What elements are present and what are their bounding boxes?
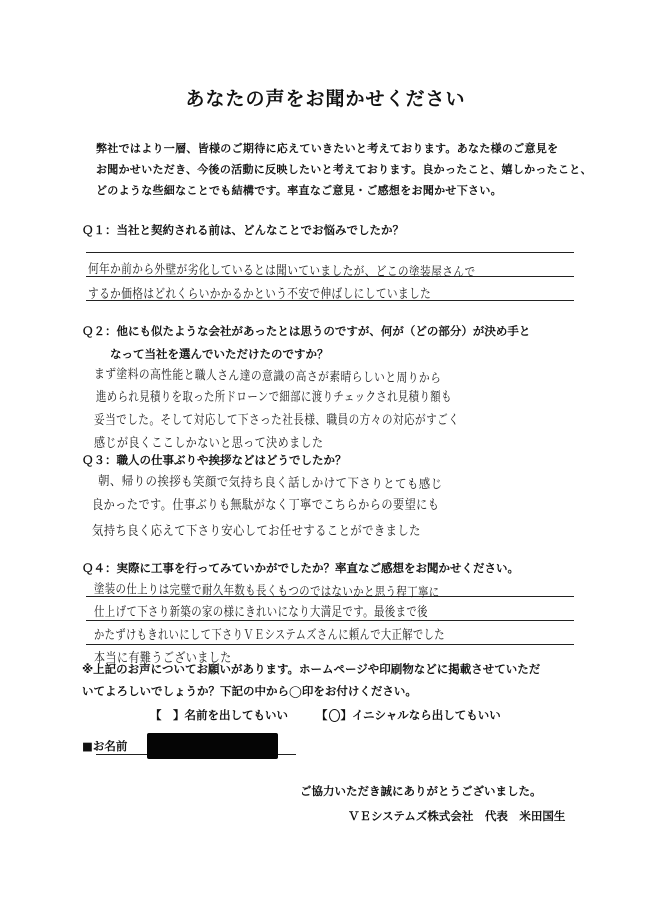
q1-answer-line-2: するか価格はどれくらいかかるかという不安で伸ばしにしていました [88, 287, 432, 302]
q3-answer-line-1: 朝、帰りの挨拶も笑顔で気持ち良く話しかけて下さりとても感じ [97, 474, 443, 493]
q2-answer-line-3: 妥当でした。そして対応して下さった社長様、職員の方々の対応がすごく [94, 413, 460, 428]
q4-answer-line-2: 仕上げて下さり新築の家の様にきれいになり大満足です。最後まで後 [94, 605, 428, 620]
q4-question: Ｑ４：実際に工事を行ってみていかがでしたか？率直なご感想をお聞かせください。 [82, 561, 519, 575]
request-line-1: ※上記のお声についてお願いがあります。ホームページや印刷物などに掲載させていただ [82, 662, 541, 676]
q1-answer-line-1: 何年か前から外壁が劣化しているとは聞いていましたが、どこの塗装屋さんで [87, 262, 476, 281]
q2-answer-line-2: 進められ見積りを取った所ドローンで細部に渡りチェックされ見積り額も [96, 390, 452, 405]
option-initial-ok-open: 【 [316, 708, 328, 722]
q4-answer-line-1: 塗装の仕上りは完璧で耐久年数も長くもつのではないかと思う程丁寧に [93, 582, 440, 601]
q1-answer-rule [86, 252, 574, 253]
handwritten-circle-icon [329, 709, 340, 722]
q2-question-line-2: なって当社を選んでいただけたのですか？ [110, 347, 329, 361]
intro-line-1: 弊社ではより一層、皆様のご期待に応えていきたいと考えております。あなた様のご意見を [96, 142, 559, 155]
option-initial-ok-label: イニシャルなら出してもいい [352, 708, 501, 722]
closing-thanks: ご協力いただき誠にありがとうございました。 [300, 784, 542, 798]
q2-question-line-1: Ｑ２：他にも似たような会社があったとは思うのですが、何が（どの部分）が決め手と [82, 324, 531, 338]
q1-question: Ｑ１：当社と契約される前は、どんなことでお悩みでしたか？ [82, 223, 404, 237]
q4-answer-rule [86, 620, 574, 621]
option-name-ok[interactable] [150, 707, 288, 723]
closing-company: ＶＥシステムズ株式会社 代表 米田国生 [348, 809, 566, 823]
option-name-ok-mark: 【 】 [150, 708, 185, 722]
redacted-name-block [147, 733, 278, 759]
q2-answer-line-1: まず塗料の高性能と職人さん達の意識の高さが素晴らしいと周りから [93, 367, 442, 387]
page-title: あなたの声をお聞かせください [185, 88, 466, 110]
q2-answer-line-4: 感じが良くここしかないと思って決めました [94, 436, 324, 451]
option-initial-ok[interactable] [316, 707, 501, 723]
q4-answer-line-3: かたずけもきれいにして下さりＶＥシステムズさんに頼んで大正解でした [94, 628, 445, 643]
intro-line-3: どのような些細なことでも結構です。率直なご意見・ご感想をお聞かせ下さい。 [96, 184, 502, 197]
q4-answer-rule [86, 644, 574, 645]
q3-answer-line-2: 良かったです。仕事ぶりも無駄がなく丁寧でこちらからの要望にも [92, 498, 440, 513]
option-initial-ok-close: 】 [340, 708, 352, 722]
name-field-label: ■お名前 [82, 739, 128, 753]
request-line-2: いてよろしいでしょうか？下記の中から◯印をお付けください。 [82, 684, 417, 698]
intro-line-2: お聞かせいただき、今後の活動に反映したいと考えております。良かったこと、嬉しかったこと、 [96, 163, 592, 176]
q4-answer-line-4: 本当に有難うございました [94, 651, 232, 666]
q3-question: Ｑ３：職人の仕事ぶりや挨拶などはどうでしたか？ [82, 453, 347, 467]
option-name-ok-label: 名前を出してもいい [184, 708, 288, 722]
q3-answer-line-3: 気持ち良く応えて下さり安心してお任せすることができました [92, 524, 421, 539]
